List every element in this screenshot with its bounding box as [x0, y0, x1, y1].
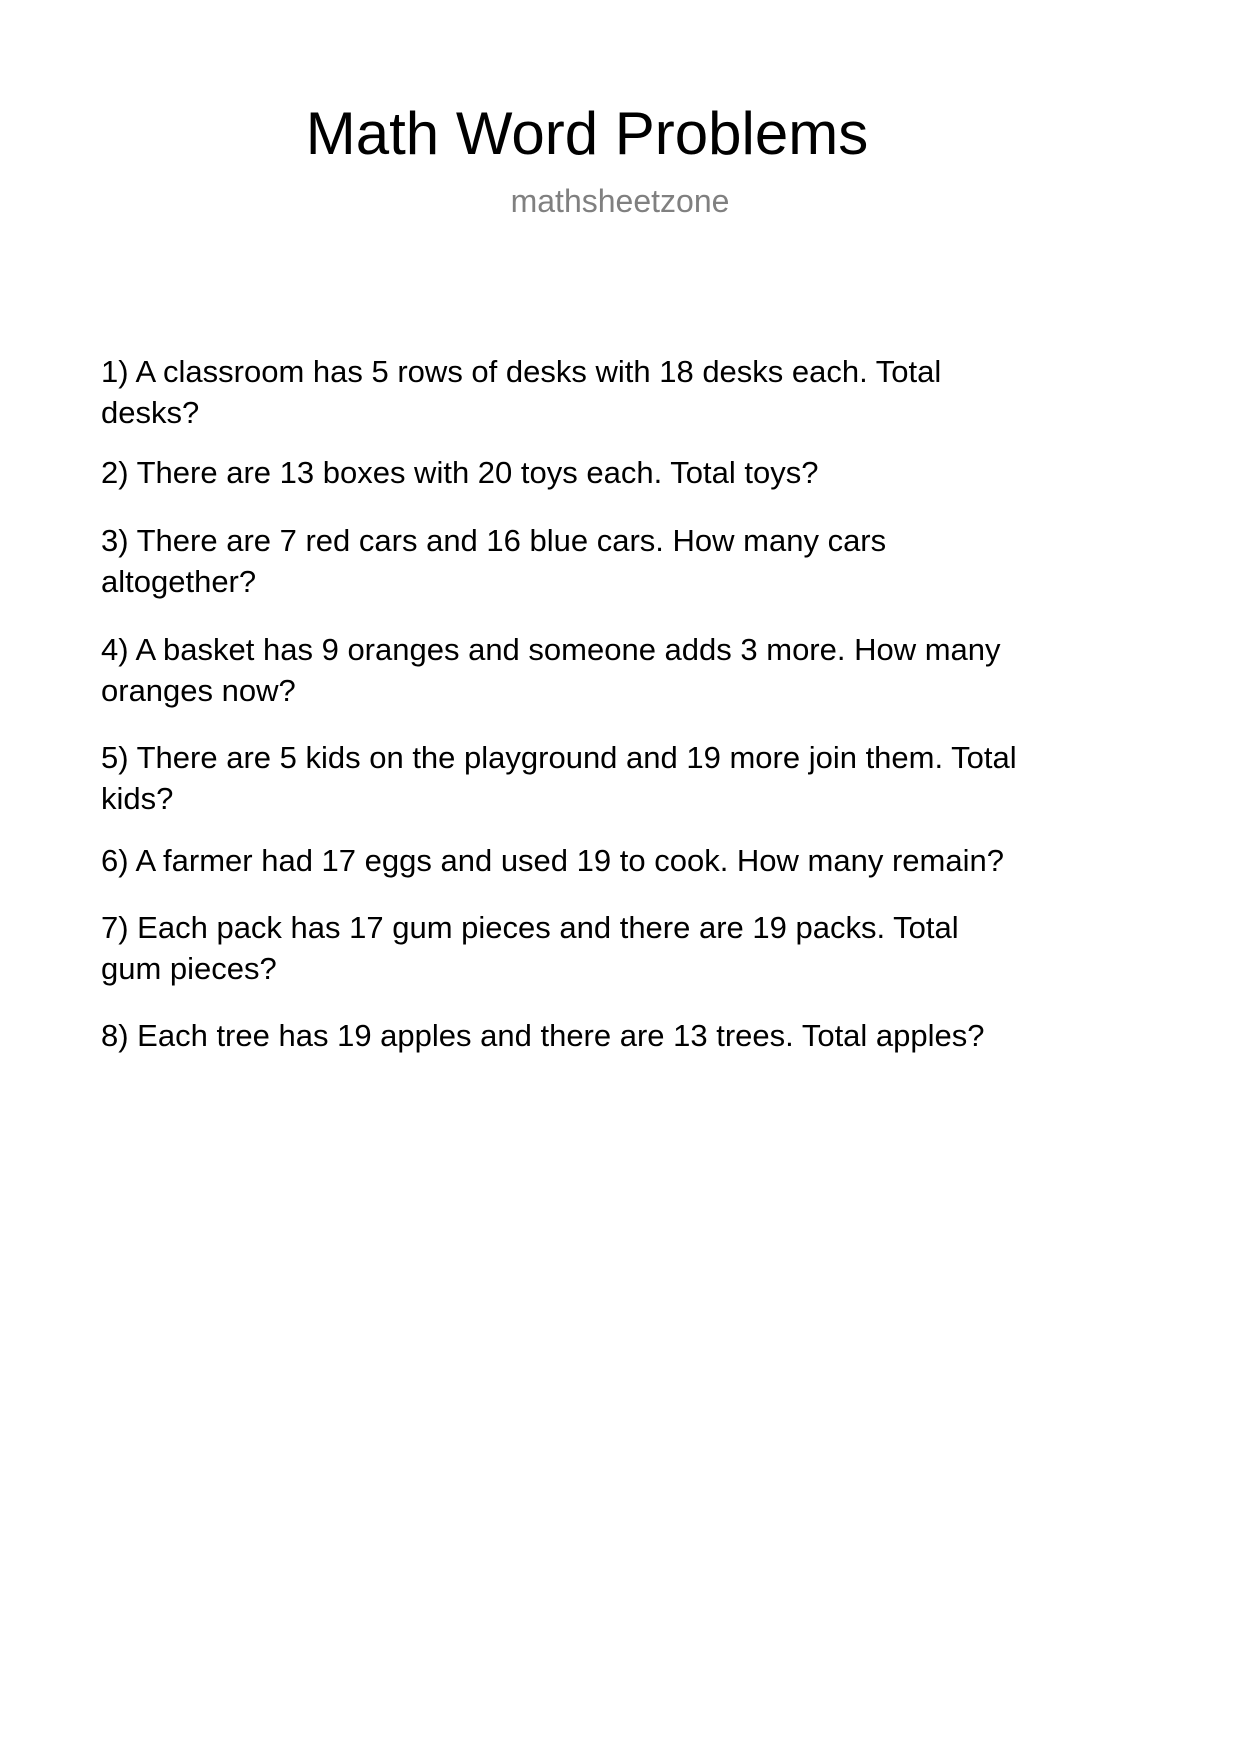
problem-3: [101, 520, 1201, 602]
problem-text-line: 5) There are 5 kids on the playground and 19 more join them. Total: [101, 740, 1017, 775]
problem-6: [101, 840, 1201, 881]
problem-text-line: 4) A basket has 9 oranges and someone adds 3 more. How many: [101, 632, 1001, 667]
problem-7: [101, 907, 1201, 989]
site-watermark: mathsheetzone: [510, 183, 730, 219]
problem-text-line: 6) A farmer had 17 eggs and used 19 to cook. How many remain?: [101, 843, 1004, 878]
problem-4: [101, 629, 1201, 711]
problem-text-line: 1) A classroom has 5 rows of desks with 18 desks each. Total: [101, 354, 942, 389]
problem-1: [101, 351, 1201, 433]
problem-text-line: altogether?: [101, 564, 257, 599]
problem-text-line: 2) There are 13 boxes with 20 toys each. Total toys?: [101, 455, 819, 490]
problem-text-line: oranges now?: [101, 673, 296, 708]
problem-text-line: desks?: [101, 395, 200, 430]
problem-5: [101, 737, 1201, 819]
problem-text-line: kids?: [101, 781, 174, 816]
problem-text-line: 7) Each pack has 17 gum pieces and there are 19 packs. Total: [101, 910, 959, 945]
problem-text-line: gum pieces?: [101, 951, 277, 986]
problem-8: [101, 1015, 1201, 1056]
problem-text-line: 8) Each tree has 19 apples and there are 13 trees. Total apples?: [101, 1018, 985, 1053]
problem-2: [101, 452, 1201, 493]
page-title: Math Word Problems: [305, 100, 869, 167]
problem-text-line: 3) There are 7 red cars and 16 blue cars. How many cars: [101, 523, 887, 558]
